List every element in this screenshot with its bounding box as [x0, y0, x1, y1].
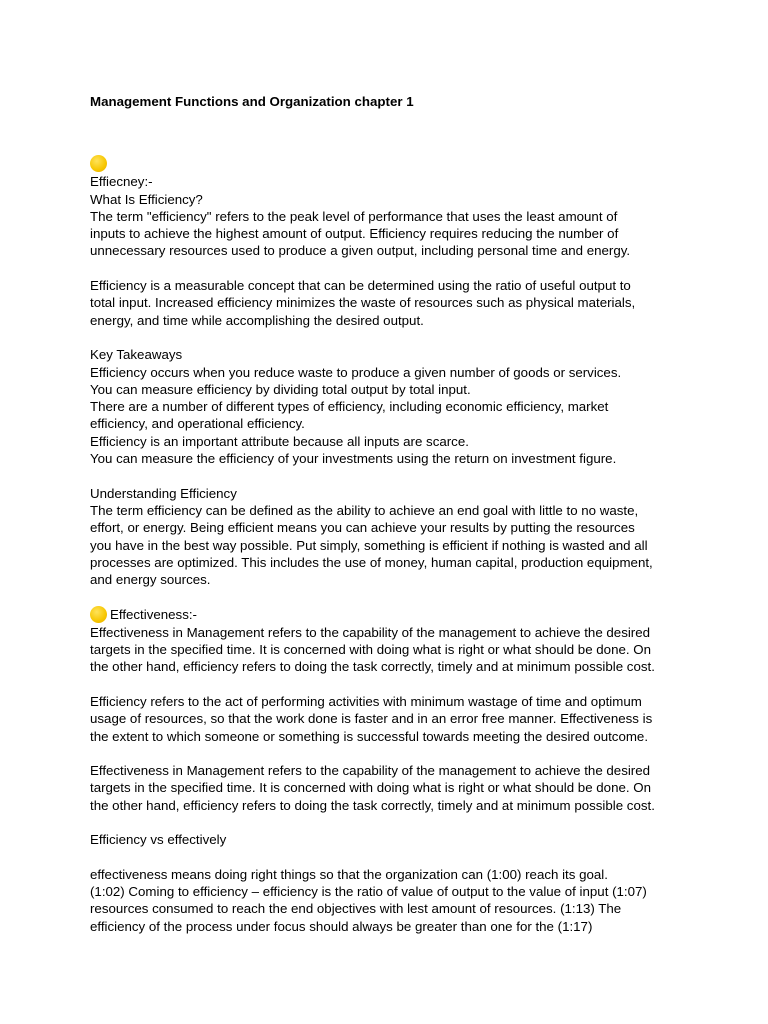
compare-heading: Efficiency vs effectively	[90, 832, 227, 848]
paragraph-line: unnecessary resources used to produce a given output, including personal time and energy.	[90, 243, 631, 259]
takeaway-line: You can measure efficiency by dividing total output by total input.	[90, 381, 471, 397]
paragraph-line: The term efficiency can be defined as the ability to achieve an end goal with little to no waste,	[90, 502, 639, 518]
paragraph-line: usage of resources, so that the work done is faster and in an error free manner. Effectiveness is	[90, 711, 653, 727]
takeaway-line: Efficiency occurs when you reduce waste to produce a given number of goods or services.	[90, 364, 622, 380]
paragraph-line: the other hand, efficiency refers to doing the task correctly, timely and at minimum possible cost.	[90, 659, 655, 675]
paragraph-line: effectiveness means doing right things so that the organization can (1:00) reach its goal.	[90, 866, 608, 882]
paragraph-line: total input. Increased efficiency minimizes the waste of resources such as physical materials,	[90, 295, 636, 311]
section-question: What Is Efficiency?	[90, 191, 203, 207]
yellow-circle-icon	[90, 155, 107, 172]
takeaway-line: You can measure the efficiency of your investments using the return on investment figure.	[90, 451, 617, 467]
paragraph-line: targets in the specified time. It is concerned with doing what is right or what should be done. On	[90, 780, 651, 796]
paragraph-line: Effectiveness in Management refers to the capability of the management to achieve the desired	[90, 624, 651, 640]
paragraph-line: Effectiveness in Management refers to the capability of the management to achieve the desired	[90, 763, 651, 779]
paragraph-line: targets in the specified time. It is concerned with doing what is right or what should be done. On	[90, 642, 651, 658]
paragraph-line: and energy sources.	[90, 572, 211, 588]
takeaway-line: There are a number of different types of efficiency, including economic efficiency, market	[90, 399, 609, 415]
paragraph-line: Efficiency refers to the act of performing activities with minimum wastage of time and optimum	[90, 693, 642, 709]
paragraph-line: processes are optimized. This includes the use of money, human capital, production equipment,	[90, 554, 653, 570]
paragraph-line: energy, and time while accomplishing the desired output.	[90, 312, 424, 328]
takeaway-line: Efficiency is an important attribute because all inputs are scarce.	[90, 433, 469, 449]
paragraph-line: you have in the best way possible. Put simply, something is efficient if nothing is wasted and all	[90, 537, 648, 553]
section-heading-effectiveness-row	[90, 606, 690, 624]
paragraph-line: the other hand, efficiency refers to doing the task correctly, timely and at minimum possible cost.	[90, 797, 655, 813]
paragraph-line: inputs to achieve the highest amount of output. Efficiency requires reducing the number of	[90, 226, 619, 242]
paragraph-line: efficiency of the process under focus should always be greater than one for the (1:17)	[90, 918, 593, 934]
paragraph-line: Efficiency is a measurable concept that can be determined using the ratio of useful output to	[90, 278, 631, 294]
emoji-line	[90, 153, 690, 173]
section-heading-effectiveness: Effectiveness:-	[110, 607, 197, 623]
document-title: Management Functions and Organization chapter 1	[90, 94, 414, 109]
yellow-circle-icon	[90, 606, 107, 623]
takeaways-heading: Key Takeaways	[90, 347, 183, 363]
document-page	[90, 93, 690, 935]
understanding-heading: Understanding Efficiency	[90, 485, 237, 501]
paragraph-line: resources consumed to reach the end objectives with lest amount of resources. (1:13) The	[90, 901, 622, 917]
paragraph-line: The term "efficiency" refers to the peak level of performance that uses the least amount of	[90, 208, 618, 224]
paragraph-line: (1:02) Coming to efficiency – efficiency is the ratio of value of output to the value of input (1:07)	[90, 884, 647, 900]
paragraph-line: the extent to which someone or something is successful towards meeting the desired outcome.	[90, 728, 649, 744]
takeaway-line: efficiency, and operational efficiency.	[90, 416, 305, 432]
section-heading-efficiency: Effiecney:-	[90, 174, 153, 190]
paragraph-line: effort, or energy. Being efficient means you can achieve your results by putting the resources	[90, 520, 635, 536]
